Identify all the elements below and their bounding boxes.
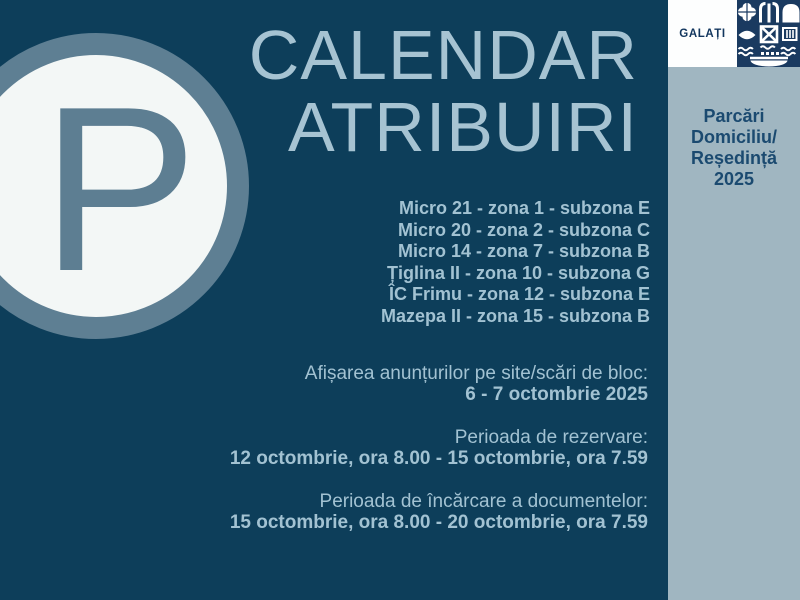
program-line: Reședință bbox=[690, 148, 778, 168]
program-line: Domiciliu/ bbox=[690, 127, 777, 147]
galati-city-logo bbox=[668, 0, 800, 67]
page-title bbox=[248, 16, 638, 166]
zone-item: Micro 20 - zona 2 - subzona C bbox=[397, 219, 650, 240]
title-line-2: ATRIBUIRI bbox=[288, 88, 638, 166]
schedule-label: Perioada de încărcare a documentelor: bbox=[319, 491, 648, 512]
zone-item: ÎC Frimu - zona 12 - subzona E bbox=[388, 284, 650, 304]
program-line: 2025 bbox=[713, 169, 755, 189]
schedule-label: Perioada de rezervare: bbox=[454, 427, 648, 448]
zone-item: Țiglina II - zona 10 - subzona G bbox=[386, 262, 650, 283]
schedule-item-reservation bbox=[230, 427, 648, 469]
zone-item: Micro 21 - zona 1 - subzona E bbox=[398, 198, 650, 218]
schedule-item-documents bbox=[230, 491, 648, 533]
schedule-value: 12 octombrie, ora 8.00 - 15 octombrie, ora 7.59 bbox=[229, 448, 648, 469]
arch-icon bbox=[783, 4, 800, 23]
schedule-value: 6 - 7 octombrie 2025 bbox=[465, 384, 648, 405]
schedule-item-announcements bbox=[230, 363, 648, 405]
program-line: Parcări bbox=[703, 106, 765, 126]
parking-p-letter: P bbox=[41, 57, 198, 320]
zone-item: Micro 14 - zona 7 - subzona B bbox=[397, 241, 650, 261]
schedule-list bbox=[230, 363, 648, 555]
parking-symbol-badge bbox=[0, 33, 249, 339]
title-line-1: CALENDAR bbox=[248, 16, 638, 94]
schedule-label: Afișarea anunțurilor pe site/scări de bloc: bbox=[304, 363, 648, 384]
zone-item: Mazepa II - zona 15 - subzona B bbox=[380, 305, 650, 326]
galati-logo-pattern-icon bbox=[737, 0, 800, 67]
program-title bbox=[668, 106, 800, 190]
sidebar bbox=[668, 0, 800, 600]
zones-list bbox=[381, 198, 650, 327]
galati-logo-wordmark: GALAȚI bbox=[668, 0, 737, 67]
schedule-value: 15 octombrie, ora 8.00 - 20 octombrie, ora 7.59 bbox=[229, 512, 648, 533]
